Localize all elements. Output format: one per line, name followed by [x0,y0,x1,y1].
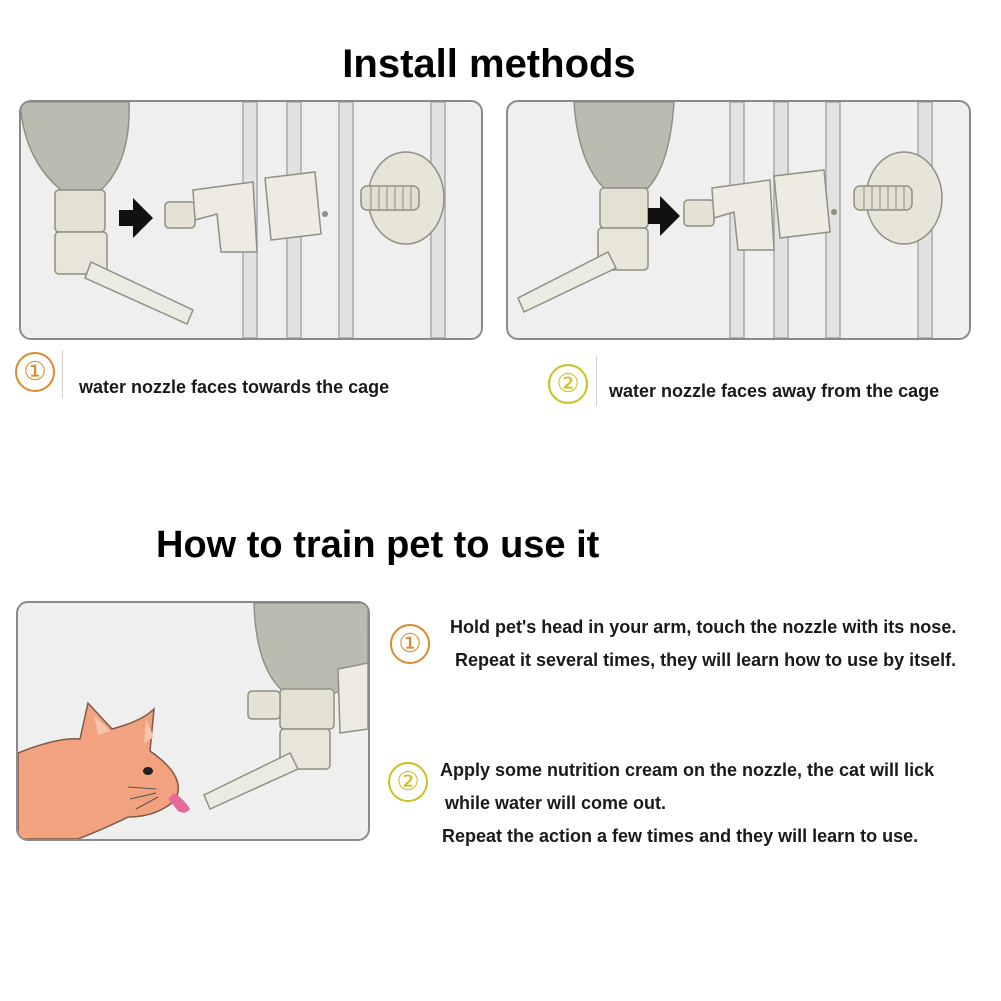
cat-drinking-illustration [16,601,370,841]
training-step-2-line-3: Repeat the action a few times and they will learn to use. [442,826,919,846]
training-step-2-line-2: while water will come out. [445,793,667,813]
install-method-2-caption: water nozzle faces away from the cage [609,381,940,401]
install-method-1-caption: water nozzle faces towards the cage [79,377,390,397]
install-illustration-away-from-cage [506,100,971,340]
training-step-2-line-1: Apply some nutrition cream on the nozzle, the cat will lick [440,760,935,780]
install-methods-title: Install methods [342,42,636,86]
training-step-1-line-1: Hold pet's head in your arm, touch the nozzle with its nose. [450,617,957,637]
training-step-1-line-2: Repeat it several times, they will learn how to use by itself. [455,650,957,670]
training-title: How to train pet to use it [156,524,600,566]
install-illustration-towards-cage [19,100,483,340]
step-1-badge: ① [15,352,55,392]
caption-divider [62,350,63,398]
caption-divider [596,356,597,406]
step-1-badge: ① [390,624,430,664]
step-2-badge: ② [388,762,428,802]
step-2-badge: ② [548,364,588,404]
